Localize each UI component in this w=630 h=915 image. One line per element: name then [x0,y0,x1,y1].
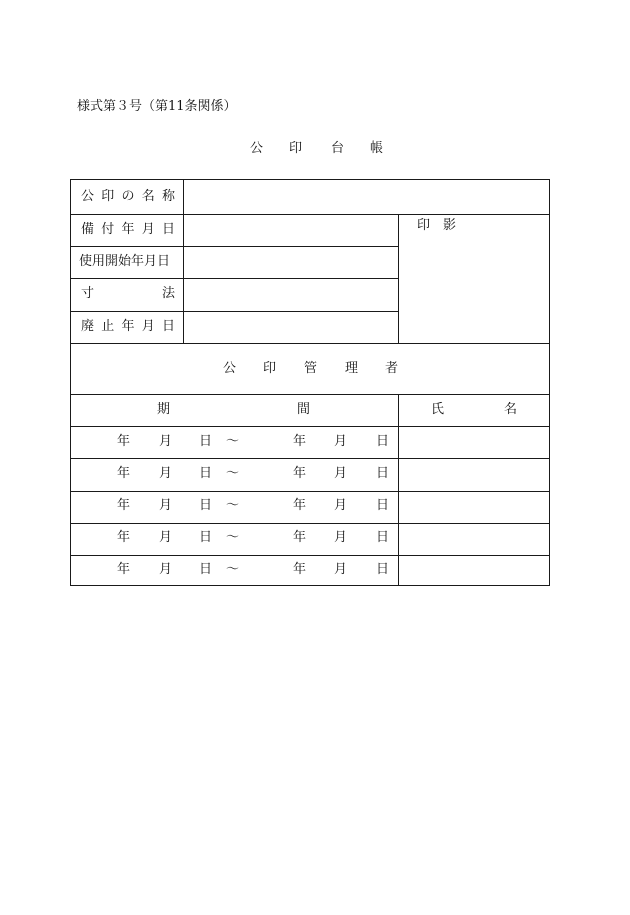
label-char: の [121,189,135,204]
row-divider [71,343,549,344]
column-divider [183,180,184,343]
label-char: 日 [161,319,175,334]
date-token: 年 [293,530,307,545]
label-char: 年 [121,222,135,237]
date-token: 月 [159,466,173,481]
date-token: 日 [199,466,213,481]
row-divider [71,278,398,279]
date-token: 年 [293,562,307,577]
date-token: 年 [293,466,307,481]
row-divider [71,311,398,312]
date-token: 日 [376,562,390,577]
label-char: 廃 [81,319,95,334]
date-token: 日 [199,434,213,449]
seal-name-label [81,189,175,205]
heading-char: 管 [304,361,318,376]
label-char: 印 [101,189,115,204]
date-token: 〜 [226,530,240,545]
title-char: 台 [331,141,345,156]
install-date-label [81,222,175,238]
date-token: 月 [159,434,173,449]
date-token: 月 [159,530,173,545]
seal-impression-label: 印 影 [417,218,457,233]
date-token: 月 [159,498,173,513]
date-token: 日 [199,498,213,513]
date-range-row [71,491,398,522]
date-token: 〜 [226,434,240,449]
row-divider [71,394,549,395]
row-divider [71,246,398,247]
heading-char: 理 [345,361,359,376]
label-char: 法 [161,286,175,301]
use-start-date-label: 使用開始年月日 [79,254,171,269]
date-token: 年 [117,466,131,481]
title-char: 帳 [370,141,384,156]
heading-char: 公 [223,361,237,376]
row-divider [71,214,549,215]
date-token: 日 [376,434,390,449]
date-range-row [71,427,398,458]
label-char: 月 [141,319,155,334]
heading-char: 者 [385,361,399,376]
date-token: 〜 [226,466,240,481]
date-range-row [71,459,398,490]
page-title [230,140,400,158]
date-range-row [71,523,398,554]
date-token: 日 [376,498,390,513]
date-token: 月 [334,498,348,513]
date-token: 年 [293,434,307,449]
date-token: 日 [376,466,390,481]
name-header-end: 名 [504,402,518,417]
heading-char: 印 [263,361,277,376]
date-token: 月 [334,434,348,449]
date-token: 日 [199,530,213,545]
form-number: 様式第３号（第11条関係） [77,99,237,114]
date-token: 年 [293,498,307,513]
dimension-label [81,286,175,302]
date-token: 年 [117,530,131,545]
period-header-start: 期 [157,402,171,417]
manager-section-heading [223,361,399,377]
name-header-start: 氏 [431,402,445,417]
date-token: 月 [334,466,348,481]
period-header-end: 間 [297,402,311,417]
title-char: 公 [250,141,264,156]
date-token: 〜 [226,562,240,577]
column-divider [398,214,399,343]
label-char: 付 [101,222,115,237]
label-char: 寸 [81,286,95,301]
column-divider [398,394,399,585]
date-token: 年 [117,498,131,513]
label-char: 公 [81,189,95,204]
date-token: 月 [159,562,173,577]
label-char: 称 [161,189,175,204]
date-token: 月 [334,530,348,545]
date-token: 月 [334,562,348,577]
date-range-row [71,555,398,586]
date-token: 年 [117,562,131,577]
date-token: 〜 [226,498,240,513]
date-token: 年 [117,434,131,449]
title-char: 印 [289,141,303,156]
label-char: 名 [141,189,155,204]
label-char: 年 [121,319,135,334]
date-token: 日 [376,530,390,545]
abolish-date-label [81,319,175,335]
label-char: 月 [141,222,155,237]
label-char: 止 [101,319,115,334]
label-char: 日 [161,222,175,237]
label-char: 備 [81,222,95,237]
seal-register-table [70,179,550,586]
date-token: 日 [199,562,213,577]
